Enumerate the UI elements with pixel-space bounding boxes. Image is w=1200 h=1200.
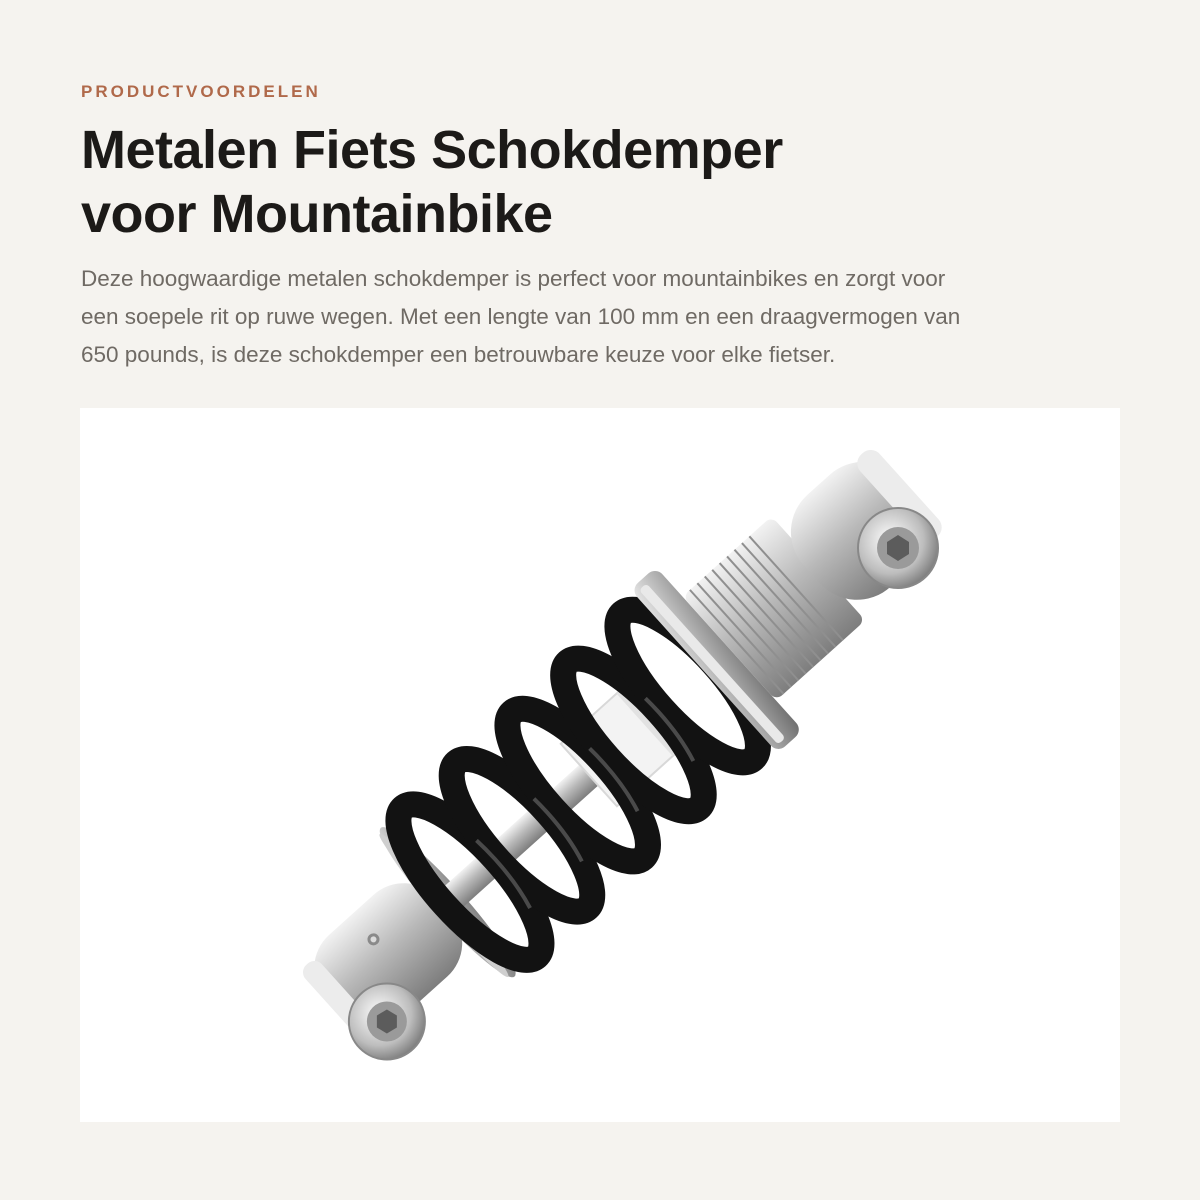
product-title-line-1: Metalen Fiets Schokdemper	[81, 120, 783, 180]
product-title	[81, 118, 1081, 246]
description-line-2: een soepele rit op ruwe wegen. Met een lengte van 100 mm en een draagvermogen van	[81, 304, 961, 329]
description-line-1: Deze hoogwaardige metalen schokdemper is perfect voor mountainbikes en zorgt voor	[81, 266, 946, 291]
shock-absorber-image	[80, 408, 1120, 1122]
product-image-panel	[80, 408, 1120, 1122]
product-title-line-2: voor Mountainbike	[81, 184, 553, 244]
section-eyebrow: PRODUCTVOORDELEN	[81, 82, 321, 101]
product-description	[81, 260, 1141, 374]
description-line-3: 650 pounds, is deze schokdemper een betrouwbare keuze voor elke fietser.	[81, 342, 836, 367]
